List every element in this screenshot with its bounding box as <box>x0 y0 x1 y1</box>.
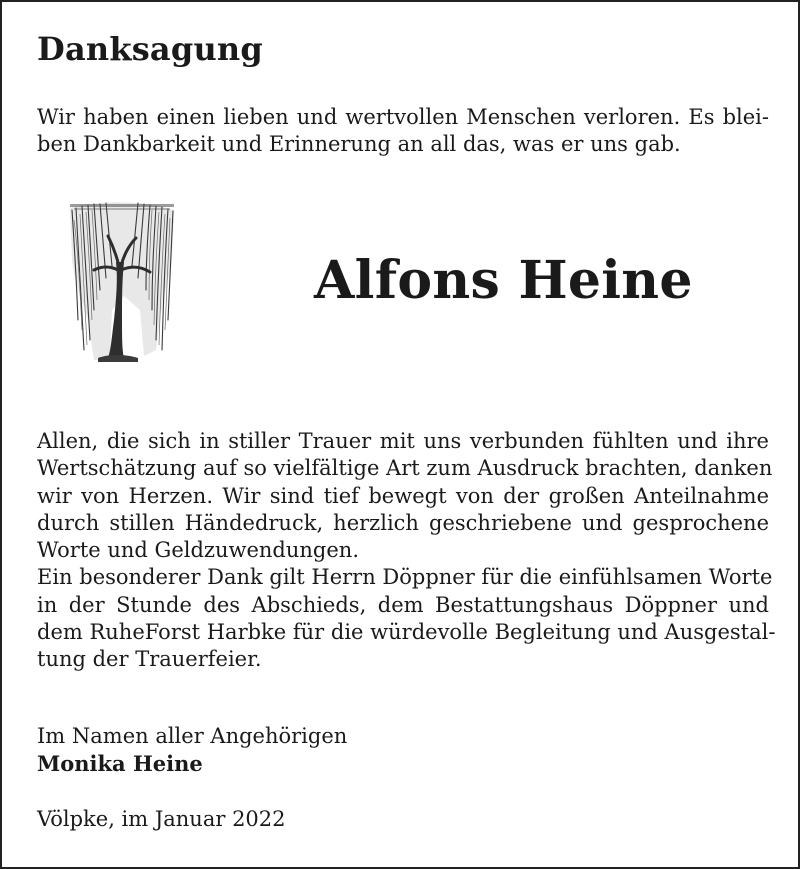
thanks-paragraph <box>37 428 776 674</box>
closing-line: Im Namen aller Angehörigen <box>37 724 348 748</box>
intro-line: ben Dankbarkeit und Erinnerung an all das, was er uns gab. <box>37 132 681 156</box>
body-line: Worte und Geldzuwendungen. <box>37 538 359 563</box>
body-line: durch stillen Händedruck, herzlich geschriebene und gesprochene <box>37 510 769 535</box>
body-line: wir von Herzen. Wir sind tief bewegt von der großen Anteilnahme <box>37 483 769 508</box>
intro-line: Wir haben einen lieben und wertvollen Menschen verloren. Es blei- <box>37 105 769 129</box>
body-line: Allen, die sich in stiller Trauer mit uns verbunden fühlten und ihre <box>37 429 769 453</box>
body-line: in der Stunde des Abschieds, dem Bestattungshaus Döppner und <box>37 592 769 617</box>
intro-paragraph <box>37 104 769 158</box>
place-date: Völpke, im Januar 2022 <box>37 807 286 831</box>
deceased-name: Alfons Heine <box>314 250 693 311</box>
body-line: dem RuheForst Harbke für die würdevolle Begleitung und Ausgestal- <box>37 620 776 645</box>
body-line: tung der Trauerfeier. <box>37 647 262 672</box>
weeping-willow-icon <box>64 200 180 368</box>
notice-heading: Danksagung <box>37 30 263 68</box>
body-line: Ein besonderer Dank gilt Herrn Döppner für die einfühlsamen Worte <box>37 565 773 590</box>
body-line: Wertschätzung auf so vielfältige Art zum Ausdruck brachten, danken <box>37 456 773 481</box>
signer-name: Monika Heine <box>37 751 203 776</box>
